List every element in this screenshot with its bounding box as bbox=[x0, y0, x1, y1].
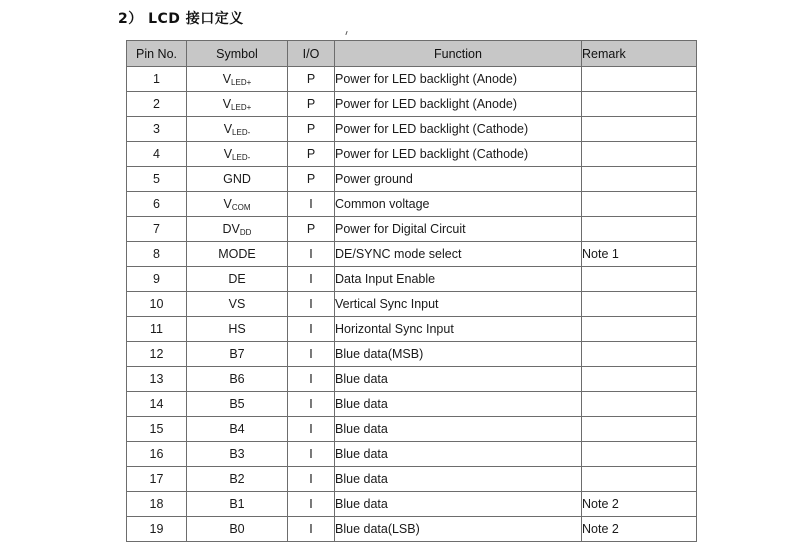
table-row bbox=[127, 492, 697, 517]
pin-number-cell: 5 bbox=[127, 167, 187, 192]
remark-cell bbox=[582, 92, 697, 117]
header-pin-no: Pin No. bbox=[127, 41, 187, 67]
pin-definition-table bbox=[126, 40, 697, 542]
symbol-base: B3 bbox=[229, 447, 245, 461]
pin-number-cell: 13 bbox=[127, 367, 187, 392]
symbol-base: B4 bbox=[229, 422, 245, 436]
io-type-cell: P bbox=[288, 217, 335, 242]
symbol-cell bbox=[187, 417, 288, 442]
symbol-cell bbox=[187, 367, 288, 392]
symbol-cell bbox=[187, 142, 288, 167]
table-row bbox=[127, 217, 697, 242]
symbol-base: B6 bbox=[229, 372, 245, 386]
function-cell: Power for LED backlight (Anode) bbox=[335, 67, 582, 92]
table-row bbox=[127, 92, 697, 117]
remark-cell bbox=[582, 117, 697, 142]
table-row bbox=[127, 517, 697, 542]
symbol-base: B1 bbox=[229, 497, 245, 511]
stray-mark bbox=[345, 31, 347, 35]
pin-number-cell: 17 bbox=[127, 467, 187, 492]
symbol-base: V bbox=[223, 121, 233, 136]
function-cell: Power for LED backlight (Cathode) bbox=[335, 142, 582, 167]
remark-cell: Note 2 bbox=[582, 517, 697, 542]
table-row bbox=[127, 167, 697, 192]
function-cell: Blue data bbox=[335, 392, 582, 417]
table-row bbox=[127, 417, 697, 442]
remark-cell bbox=[582, 317, 697, 342]
remark-cell bbox=[582, 467, 697, 492]
pin-number-cell: 12 bbox=[127, 342, 187, 367]
symbol-subscript: LED+ bbox=[231, 102, 252, 112]
io-type-cell: P bbox=[288, 92, 335, 117]
function-cell: Power for LED backlight (Cathode) bbox=[335, 117, 582, 142]
remark-cell bbox=[582, 67, 697, 92]
table-row bbox=[127, 467, 697, 492]
remark-cell bbox=[582, 192, 697, 217]
table-row bbox=[127, 392, 697, 417]
function-cell: Blue data bbox=[335, 442, 582, 467]
symbol-subscript: LED+ bbox=[231, 77, 252, 87]
pin-number-cell: 6 bbox=[127, 192, 187, 217]
function-cell: Blue data(LSB) bbox=[335, 517, 582, 542]
function-cell: Vertical Sync Input bbox=[335, 292, 582, 317]
table-row bbox=[127, 442, 697, 467]
table-row bbox=[127, 267, 697, 292]
table-row bbox=[127, 292, 697, 317]
io-type-cell: I bbox=[288, 417, 335, 442]
io-type-cell: I bbox=[288, 442, 335, 467]
pin-number-cell: 8 bbox=[127, 242, 187, 267]
symbol-cell bbox=[187, 167, 288, 192]
table-row bbox=[127, 192, 697, 217]
table-header-row bbox=[127, 41, 697, 67]
symbol-base: V bbox=[222, 71, 232, 86]
symbol-base: B0 bbox=[229, 522, 245, 536]
pin-number-cell: 1 bbox=[127, 67, 187, 92]
function-cell: Blue data bbox=[335, 367, 582, 392]
io-type-cell: I bbox=[288, 467, 335, 492]
symbol-cell bbox=[187, 67, 288, 92]
symbol-cell bbox=[187, 192, 288, 217]
symbol-base: V bbox=[223, 196, 232, 211]
function-cell: Blue data(MSB) bbox=[335, 342, 582, 367]
io-type-cell: I bbox=[288, 192, 335, 217]
table-row bbox=[127, 67, 697, 92]
symbol-cell bbox=[187, 92, 288, 117]
table-row bbox=[127, 242, 697, 267]
symbol-base: B5 bbox=[229, 397, 245, 411]
remark-cell bbox=[582, 292, 697, 317]
remark-cell bbox=[582, 342, 697, 367]
function-cell: Blue data bbox=[335, 417, 582, 442]
pin-number-cell: 3 bbox=[127, 117, 187, 142]
header-remark: Remark bbox=[582, 41, 697, 67]
pin-number-cell: 2 bbox=[127, 92, 187, 117]
io-type-cell: I bbox=[288, 492, 335, 517]
function-cell: Blue data bbox=[335, 467, 582, 492]
symbol-cell bbox=[187, 342, 288, 367]
symbol-base: V bbox=[222, 96, 232, 111]
symbol-cell bbox=[187, 467, 288, 492]
pin-number-cell: 10 bbox=[127, 292, 187, 317]
function-cell: Data Input Enable bbox=[335, 267, 582, 292]
pin-number-cell: 15 bbox=[127, 417, 187, 442]
table-row bbox=[127, 317, 697, 342]
symbol-cell bbox=[187, 442, 288, 467]
symbol-subscript: COM bbox=[231, 202, 251, 212]
remark-cell bbox=[582, 442, 697, 467]
symbol-base: B7 bbox=[229, 347, 245, 361]
remark-cell: Note 1 bbox=[582, 242, 697, 267]
io-type-cell: I bbox=[288, 317, 335, 342]
function-cell: Common voltage bbox=[335, 192, 582, 217]
function-cell: Power for Digital Circuit bbox=[335, 217, 582, 242]
symbol-subscript: LED- bbox=[232, 127, 251, 137]
io-type-cell: P bbox=[288, 67, 335, 92]
pin-number-cell: 11 bbox=[127, 317, 187, 342]
symbol-base: DE bbox=[228, 272, 246, 286]
function-cell: DE/SYNC mode select bbox=[335, 242, 582, 267]
section-title: 2） LCD 接口定义 bbox=[118, 11, 244, 27]
symbol-base: VS bbox=[228, 297, 246, 311]
symbol-base: B2 bbox=[229, 472, 245, 486]
remark-cell bbox=[582, 417, 697, 442]
table-row bbox=[127, 367, 697, 392]
io-type-cell: I bbox=[288, 242, 335, 267]
symbol-cell bbox=[187, 217, 288, 242]
pin-number-cell: 9 bbox=[127, 267, 187, 292]
symbol-cell bbox=[187, 242, 288, 267]
table-row bbox=[127, 117, 697, 142]
remark-cell bbox=[582, 217, 697, 242]
function-cell: Power for LED backlight (Anode) bbox=[335, 92, 582, 117]
symbol-cell bbox=[187, 317, 288, 342]
remark-cell bbox=[582, 167, 697, 192]
symbol-cell bbox=[187, 492, 288, 517]
pin-number-cell: 19 bbox=[127, 517, 187, 542]
function-cell: Power ground bbox=[335, 167, 582, 192]
header-io: I/O bbox=[288, 41, 335, 67]
symbol-subscript: DD bbox=[239, 227, 252, 237]
remark-cell bbox=[582, 142, 697, 167]
table-row bbox=[127, 142, 697, 167]
pin-number-cell: 4 bbox=[127, 142, 187, 167]
remark-cell bbox=[582, 267, 697, 292]
header-function: Function bbox=[335, 41, 582, 67]
function-cell: Blue data bbox=[335, 492, 582, 517]
io-type-cell: I bbox=[288, 342, 335, 367]
remark-cell: Note 2 bbox=[582, 492, 697, 517]
io-type-cell: I bbox=[288, 267, 335, 292]
symbol-base: HS bbox=[228, 322, 246, 336]
remark-cell bbox=[582, 392, 697, 417]
symbol-cell bbox=[187, 517, 288, 542]
io-type-cell: I bbox=[288, 392, 335, 417]
symbol-cell bbox=[187, 117, 288, 142]
io-type-cell: I bbox=[288, 517, 335, 542]
pin-number-cell: 16 bbox=[127, 442, 187, 467]
io-type-cell: I bbox=[288, 292, 335, 317]
io-type-cell: I bbox=[288, 367, 335, 392]
table-row bbox=[127, 342, 697, 367]
pin-number-cell: 18 bbox=[127, 492, 187, 517]
symbol-subscript: LED- bbox=[232, 152, 251, 162]
pin-number-cell: 7 bbox=[127, 217, 187, 242]
symbol-base: DV bbox=[222, 221, 240, 236]
remark-cell bbox=[582, 367, 697, 392]
symbol-cell bbox=[187, 267, 288, 292]
table-body bbox=[127, 67, 697, 542]
io-type-cell: P bbox=[288, 117, 335, 142]
symbol-cell bbox=[187, 292, 288, 317]
symbol-cell bbox=[187, 392, 288, 417]
io-type-cell: P bbox=[288, 142, 335, 167]
header-symbol: Symbol bbox=[187, 41, 288, 67]
symbol-base: V bbox=[223, 146, 233, 161]
function-cell: Horizontal Sync Input bbox=[335, 317, 582, 342]
symbol-base: GND bbox=[223, 172, 251, 186]
io-type-cell: P bbox=[288, 167, 335, 192]
pin-number-cell: 14 bbox=[127, 392, 187, 417]
symbol-base: MODE bbox=[218, 247, 256, 261]
